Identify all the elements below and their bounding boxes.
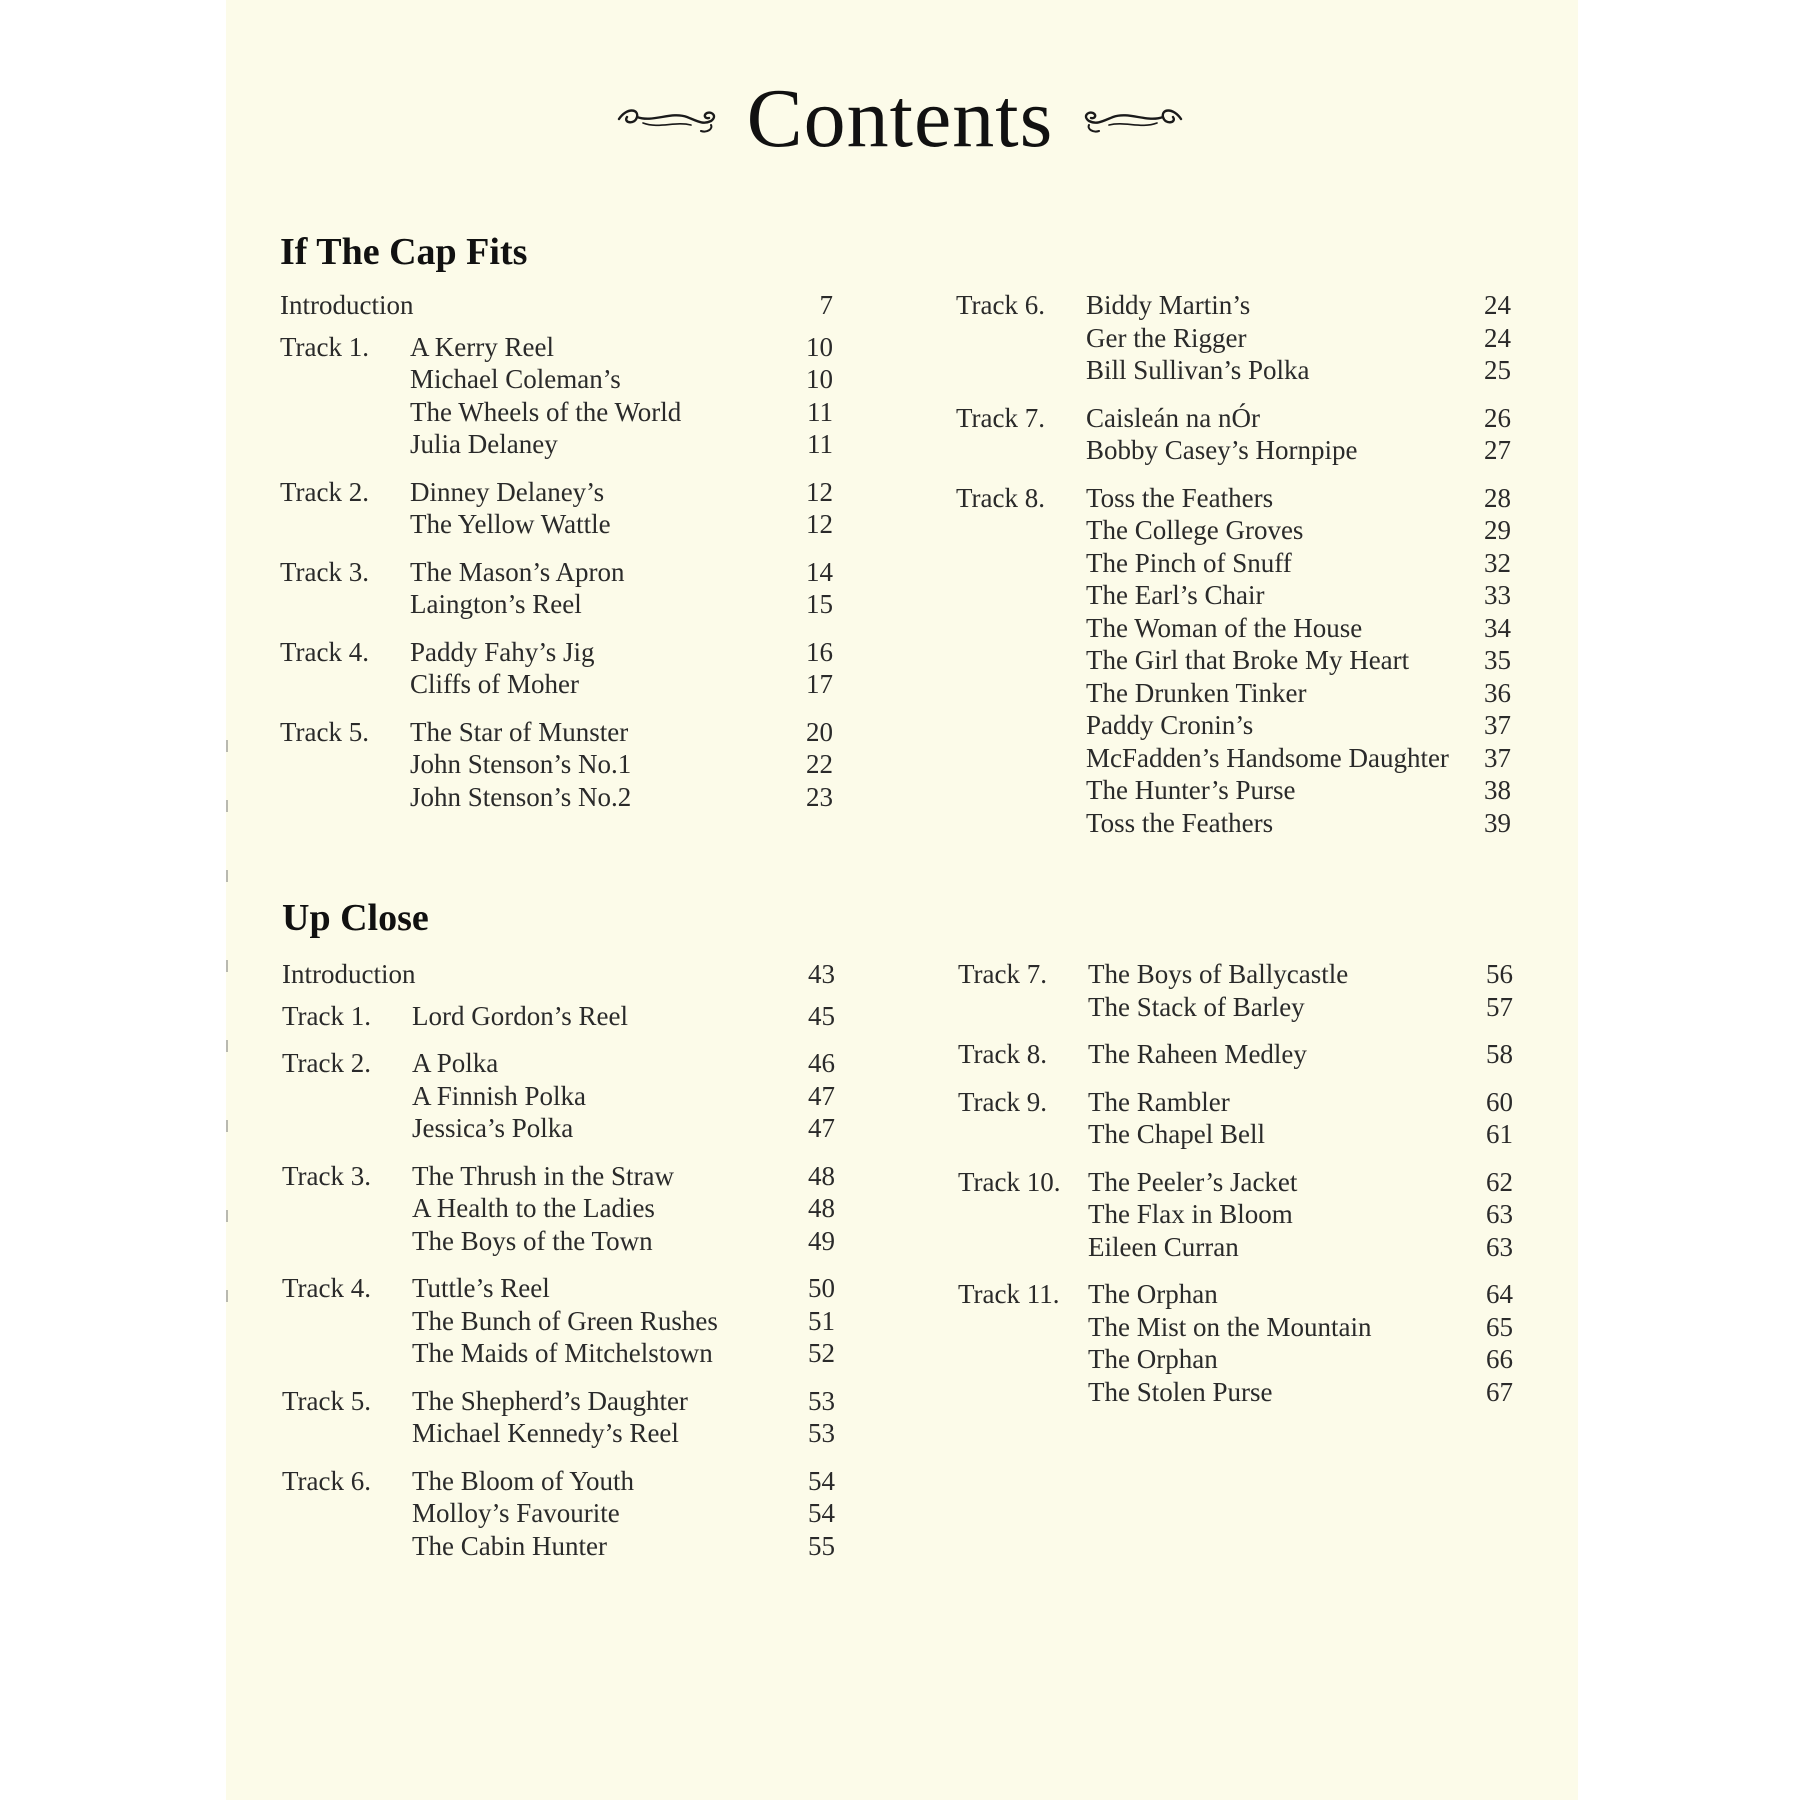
page-number: 22 (806, 749, 833, 779)
page-number: 32 (1484, 547, 1511, 578)
tune-row (280, 396, 833, 429)
tune-row (280, 331, 833, 364)
tune-title: Cliffs of Moher (410, 669, 579, 699)
page-number: 60 (1486, 1086, 1513, 1117)
toc-column-left (280, 289, 833, 828)
tune-row (282, 1530, 835, 1563)
page-number: 7 (819, 290, 833, 320)
tune-title: The Raheen Medley (1088, 1039, 1307, 1069)
tune-title: The Stolen Purse (1088, 1376, 1273, 1407)
tune-title: The Pinch of Snuff (1086, 547, 1292, 578)
tune-row (958, 1278, 1513, 1311)
page-number: 62 (1486, 1166, 1513, 1197)
tune-row (956, 742, 1511, 775)
page-number: 25 (1484, 355, 1511, 385)
toc-column-right (956, 289, 1511, 854)
tune-row (956, 644, 1511, 677)
page-number: 37 (1484, 710, 1511, 740)
tune-row (282, 1000, 835, 1033)
page-number: 37 (1484, 742, 1511, 773)
track-group (280, 556, 833, 621)
page-number: 11 (807, 396, 833, 427)
margin-mark (226, 1210, 228, 1222)
track-group (280, 331, 833, 461)
tune-row (956, 612, 1511, 645)
tune-title: The Orphan (1088, 1344, 1218, 1374)
tune-row (956, 677, 1511, 710)
tune-title: Molloy’s Favourite (412, 1498, 620, 1528)
tune-title: Paddy Fahy’s Jig (410, 636, 595, 667)
page-number: 27 (1484, 435, 1511, 465)
page-number: 53 (808, 1418, 835, 1448)
track-label: Track 7. (958, 959, 1048, 989)
tune-title: Julia Delaney (410, 429, 558, 459)
section-heading: If The Cap Fits (280, 231, 528, 273)
track-group (280, 716, 833, 814)
tune-title: The Bloom of Youth (412, 1465, 635, 1496)
tune-title: The Stack of Barley (1088, 991, 1305, 1022)
tune-title: The College Groves (1086, 515, 1304, 545)
track-label: Track 3. (280, 556, 370, 587)
introduction-row (280, 289, 833, 322)
tune-row (956, 774, 1511, 807)
page-number: 48 (808, 1160, 835, 1191)
tune-row (280, 363, 833, 396)
track-group (956, 289, 1511, 387)
track-group (958, 1166, 1513, 1264)
track-group (958, 1038, 1513, 1071)
margin-mark (226, 870, 228, 882)
toc-column-left (282, 958, 835, 1577)
tune-title: Toss the Feathers (1086, 482, 1274, 513)
track-label: Track 9. (958, 1086, 1048, 1117)
track-label: Track 6. (956, 290, 1046, 320)
tune-title: The Mist on the Mountain (1088, 1311, 1372, 1342)
tune-title: Michael Coleman’s (410, 364, 621, 394)
tune-title: Biddy Martin’s (1086, 290, 1251, 320)
page-number: 64 (1486, 1279, 1513, 1309)
tune-title: The Girl that Broke My Heart (1086, 645, 1410, 675)
tune-row (282, 1305, 835, 1338)
tune-title: A Polka (412, 1048, 499, 1078)
tune-row (282, 1225, 835, 1258)
page-number: 15 (806, 589, 833, 619)
page-number: 56 (1486, 959, 1513, 989)
tune-title: The Maids of Mitchelstown (412, 1338, 713, 1368)
page-number: 52 (808, 1338, 835, 1368)
tune-title: The Flax in Bloom (1088, 1199, 1293, 1229)
tune-row (282, 1112, 835, 1145)
tune-title: The Chapel Bell (1088, 1119, 1265, 1149)
tune-title: Jessica’s Polka (412, 1113, 574, 1143)
track-group (280, 476, 833, 541)
tune-row (956, 514, 1511, 547)
page-number: 66 (1486, 1344, 1513, 1374)
tune-row (282, 1160, 835, 1193)
tune-row (956, 289, 1511, 322)
page-number: 20 (806, 716, 833, 747)
page-number: 14 (806, 556, 833, 587)
tune-title: The Boys of the Town (412, 1225, 653, 1256)
page-number: 54 (808, 1498, 835, 1528)
track-group (282, 1465, 835, 1563)
tune-row (956, 354, 1511, 387)
page-number: 47 (808, 1113, 835, 1143)
tune-title: The Mason’s Apron (410, 556, 625, 587)
introduction-label: Introduction (282, 959, 416, 989)
track-label: Track 10. (958, 1166, 1061, 1197)
page-number: 51 (808, 1305, 835, 1336)
tune-title: Dinney Delaney’s (410, 476, 605, 507)
tune-title: The Peeler’s Jacket (1088, 1166, 1298, 1197)
track-label: Track 1. (282, 1000, 372, 1031)
tune-title: Michael Kennedy’s Reel (412, 1418, 679, 1448)
track-label: Track 2. (280, 476, 370, 507)
page-number: 48 (808, 1193, 835, 1223)
tune-row (280, 716, 833, 749)
page-number: 23 (806, 781, 833, 812)
tune-row (958, 1086, 1513, 1119)
tune-title: The Thrush in the Straw (412, 1160, 674, 1191)
track-label: Track 5. (280, 716, 370, 747)
page-number: 58 (1486, 1039, 1513, 1069)
tune-row (956, 402, 1511, 435)
margin-mark (226, 1290, 228, 1302)
left-flourish-ornament (613, 97, 721, 141)
tune-title: John Stenson’s No.2 (410, 781, 632, 812)
tune-row (958, 1166, 1513, 1199)
tune-title: The Yellow Wattle (410, 509, 611, 539)
track-label: Track 6. (282, 1465, 372, 1496)
tune-row (280, 781, 833, 814)
track-label: Track 4. (280, 636, 370, 667)
tune-row (280, 588, 833, 621)
page-number: 35 (1484, 645, 1511, 675)
page-number: 24 (1484, 322, 1511, 353)
page-number: 12 (806, 509, 833, 539)
tune-title: The Star of Munster (410, 716, 629, 747)
section-heading: Up Close (282, 897, 429, 939)
page-title: Contents (746, 72, 1054, 165)
tune-title: Paddy Cronin’s (1086, 710, 1254, 740)
title-block (0, 70, 1800, 167)
margin-mark (226, 1120, 228, 1132)
page-number: 11 (807, 429, 833, 459)
track-group (282, 1000, 835, 1033)
tune-row (958, 991, 1513, 1024)
track-group (958, 1086, 1513, 1151)
track-group (958, 1278, 1513, 1408)
page-number: 26 (1484, 402, 1511, 433)
tune-row (958, 1198, 1513, 1231)
tune-row (282, 1417, 835, 1450)
track-label: Track 1. (280, 331, 370, 362)
page-number: 65 (1486, 1311, 1513, 1342)
page-number: 54 (808, 1465, 835, 1496)
tune-row (280, 428, 833, 461)
page-number: 53 (808, 1385, 835, 1416)
tune-row (282, 1497, 835, 1530)
tune-row (956, 482, 1511, 515)
tune-row (956, 434, 1511, 467)
tune-title: McFadden’s Handsome Daughter (1086, 742, 1449, 773)
track-label: Track 7. (956, 402, 1046, 433)
margin-mark (226, 740, 228, 752)
page-number: 17 (806, 669, 833, 699)
page-number: 10 (806, 331, 833, 362)
page-number: 47 (808, 1080, 835, 1111)
tune-title: The Rambler (1088, 1086, 1230, 1117)
tune-row (280, 508, 833, 541)
tune-row (280, 476, 833, 509)
tune-row (958, 958, 1513, 991)
tune-row (282, 1047, 835, 1080)
page-number: 36 (1484, 677, 1511, 708)
tune-title: John Stenson’s No.1 (410, 749, 632, 779)
tune-row (282, 1385, 835, 1418)
tune-title: The Shepherd’s Daughter (412, 1385, 688, 1416)
tune-title: Toss the Feathers (1086, 807, 1274, 838)
tune-title: The Cabin Hunter (412, 1530, 607, 1561)
tune-row (280, 748, 833, 781)
track-group (282, 1160, 835, 1258)
page-number: 55 (808, 1530, 835, 1561)
tune-row (958, 1038, 1513, 1071)
page-number: 29 (1484, 515, 1511, 545)
page-number: 46 (808, 1048, 835, 1078)
page-number: 45 (808, 1000, 835, 1031)
tune-row (958, 1118, 1513, 1151)
page-number: 43 (808, 959, 835, 989)
tune-row (956, 547, 1511, 580)
track-label: Track 8. (958, 1039, 1048, 1069)
tune-row (282, 1465, 835, 1498)
tune-row (956, 322, 1511, 355)
page-number: 16 (806, 636, 833, 667)
tune-title: Eileen Curran (1088, 1231, 1239, 1262)
tune-title: Lord Gordon’s Reel (412, 1000, 628, 1031)
tune-title: Tuttle’s Reel (412, 1273, 550, 1303)
tune-title: Laington’s Reel (410, 589, 582, 619)
tune-title: The Earl’s Chair (1086, 580, 1265, 610)
page-number: 50 (808, 1273, 835, 1303)
tune-title: A Kerry Reel (410, 331, 554, 362)
introduction-label: Introduction (280, 290, 414, 320)
tune-row (280, 636, 833, 669)
track-label: Track 3. (282, 1160, 372, 1191)
introduction-row (282, 958, 835, 991)
tune-title: Bobby Casey’s Hornpipe (1086, 435, 1358, 465)
page-number: 57 (1486, 991, 1513, 1022)
track-group (282, 1385, 835, 1450)
tune-title: The Wheels of the World (410, 396, 682, 427)
tune-row (958, 1343, 1513, 1376)
page-number: 12 (806, 476, 833, 507)
track-label: Track 4. (282, 1273, 372, 1303)
tune-title: A Health to the Ladies (412, 1193, 655, 1223)
page-number: 28 (1484, 482, 1511, 513)
page-number: 10 (806, 364, 833, 394)
page-number: 39 (1484, 807, 1511, 838)
page-number: 38 (1484, 775, 1511, 805)
page-number: 24 (1484, 290, 1511, 320)
track-group (282, 1272, 835, 1370)
tune-row (282, 1080, 835, 1113)
tune-row (280, 668, 833, 701)
margin-mark (226, 960, 228, 972)
tune-title: The Woman of the House (1086, 612, 1363, 643)
tune-row (280, 556, 833, 589)
track-group (956, 482, 1511, 840)
track-label: Track 2. (282, 1048, 372, 1078)
margin-mark (226, 1040, 228, 1052)
page-number: 49 (808, 1225, 835, 1256)
tune-row (958, 1231, 1513, 1264)
track-group (956, 402, 1511, 467)
tune-title: The Bunch of Green Rushes (412, 1305, 718, 1336)
tune-row (956, 807, 1511, 840)
track-label: Track 11. (958, 1279, 1060, 1309)
track-label: Track 8. (956, 482, 1046, 513)
tune-title: The Boys of Ballycastle (1088, 959, 1349, 989)
page-number: 34 (1484, 612, 1511, 643)
tune-row (282, 1272, 835, 1305)
track-group (958, 958, 1513, 1023)
track-group (282, 1047, 835, 1145)
right-flourish-ornament (1079, 97, 1187, 141)
tune-title: A Finnish Polka (412, 1080, 587, 1111)
tune-title: Ger the Rigger (1086, 322, 1247, 353)
tune-title: The Drunken Tinker (1086, 677, 1307, 708)
tune-row (282, 1337, 835, 1370)
margin-mark (226, 800, 228, 812)
tune-row (956, 709, 1511, 742)
page-number: 61 (1486, 1119, 1513, 1149)
tune-title: Bill Sullivan’s Polka (1086, 355, 1310, 385)
page-number: 63 (1486, 1231, 1513, 1262)
tune-row (958, 1376, 1513, 1409)
tune-title: The Hunter’s Purse (1086, 775, 1296, 805)
tune-row (958, 1311, 1513, 1344)
track-label: Track 5. (282, 1385, 372, 1416)
page-number: 67 (1486, 1376, 1513, 1407)
tune-title: Caisleán na nÓr (1086, 402, 1260, 433)
tune-title: The Orphan (1088, 1279, 1218, 1309)
tune-row (282, 1192, 835, 1225)
page-number: 33 (1484, 580, 1511, 610)
tune-row (956, 579, 1511, 612)
track-group (280, 636, 833, 701)
toc-column-right (958, 958, 1513, 1423)
page-number: 63 (1486, 1199, 1513, 1229)
